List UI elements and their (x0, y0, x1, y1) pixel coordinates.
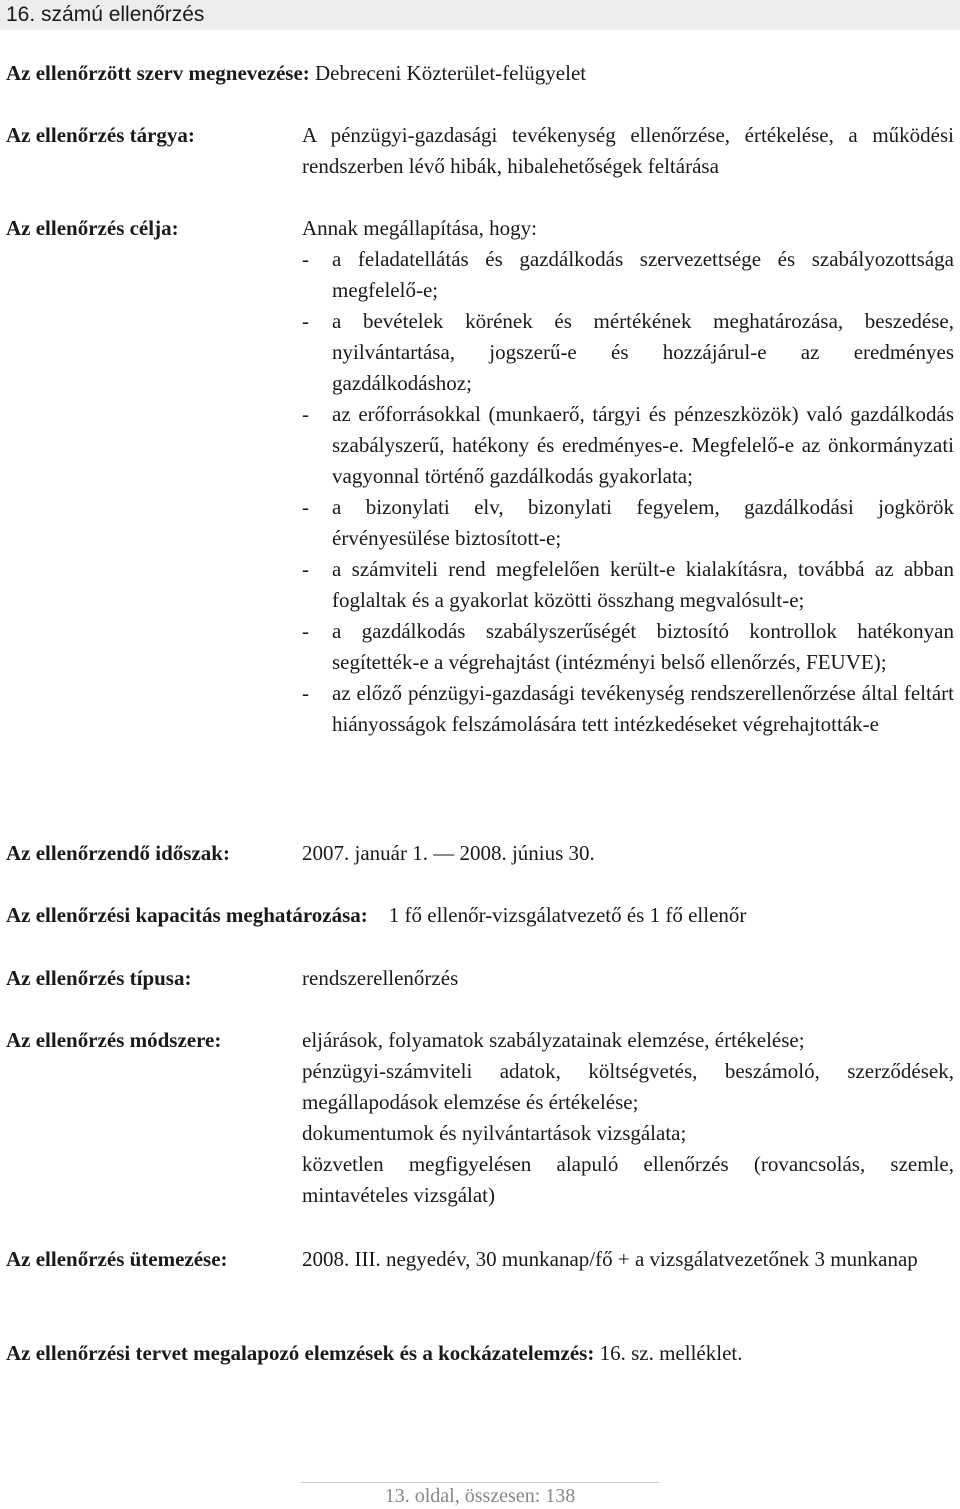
method-line: pénzügyi-számviteli adatok, költségvetés, beszámoló, szerződések, megállapodások elemzése és értékelése; (302, 1059, 954, 1114)
purpose-item: - az erőforrásokkal (munkaerő, tárgyi és pénzeszközök) való gazdálkodás szabályszerű, hatékony és eredményes-e. Megfelelő-e az önkormányzati vagyonnal történő gazdálkodás gyakorlata; (302, 402, 954, 488)
basis-label: Az ellenőrzési tervet megalapozó elemzések és a kockázatelemzés: 16. sz. melléklet. (6, 1341, 743, 1365)
footer-divider (300, 1482, 660, 1483)
schedule-value: 2008. III. negyedév, 30 munkanap/fő + a vizsgálatvezetőnek 3 munkanap (302, 1247, 918, 1271)
org-label: Az ellenőrzött szerv megnevezése: Debreceni Közterület-felügyelet (6, 61, 587, 85)
period-label: Az ellenőrzendő időszak: (6, 841, 230, 865)
purpose-value (302, 213, 954, 740)
method-line: eljárások, folyamatok szabályzatainak elemzése, értékelése; (302, 1028, 805, 1052)
type-label: Az ellenőrzés típusa: (6, 966, 192, 990)
purpose-item: - a számviteli rend megfelelően került-e kialakításra, továbbá az abban foglaltak és a gyakorlat közötti összhang megvalósult-e; (302, 557, 954, 612)
purpose-item: - a bevételek körének és mértékének meghatározása, beszedése, nyilvántartása, jogszerű-e és hozzájárul-e az eredményes gazdálkodáshoz; (302, 309, 954, 395)
purpose-item: - a bizonylati elv, bizonylati fegyelem, gazdálkodási jogkörök érvényesülése biztosított-e; (302, 495, 954, 550)
schedule-label: Az ellenőrzés ütemezése: (6, 1247, 228, 1271)
subject-label: Az ellenőrzés tárgya: (6, 123, 195, 147)
org-value: Debreceni Közterület-felügyelet (315, 61, 587, 85)
method-line: dokumentumok és nyilvántartások vizsgálata; (302, 1121, 687, 1145)
page-footer: 13. oldal, összesen: 138 (384, 1485, 576, 1507)
capacity-value: 1 fő ellenőr-vizsgálatvezető és 1 fő ellenőr (388, 903, 747, 927)
purpose-item: - az előző pénzügyi-gazdasági tevékenység rendszerellenőrzése által feltárt hiányosságok felszámolására tett intézkedéseket végrehajtották-e (302, 681, 954, 736)
method-line: közvetlen megfigyelésen alapuló ellenőrzés (rovancsolás, szemle, mintavételes vizsgálat) (302, 1152, 954, 1207)
purpose-intro: Annak megállapítása, hogy: (302, 216, 538, 240)
type-value: rendszerellenőrzés (302, 966, 459, 990)
method-value (302, 1025, 954, 1211)
purpose-item: - a feladatellátás és gazdálkodás szervezettsége és szabályozottsága megfelelő-e; (302, 247, 954, 302)
method-label: Az ellenőrzés módszere: (6, 1028, 222, 1052)
purpose-item: - a gazdálkodás szabályszerűségét biztosító kontrollok hatékonyan segítették-e a végrehajtást (intézményi belső ellenőrzés, FEUVE); (302, 619, 954, 674)
purpose-label: Az ellenőrzés célja: (6, 216, 179, 240)
period-value: 2007. január 1. — 2008. június 30. (302, 841, 595, 865)
section-heading: 16. számú ellenőrzés (0, 0, 960, 30)
subject-value: A pénzügyi-gazdasági tevékenység ellenőrzése, értékelése, a működési rendszerben lévő hibák, hibalehetőségek feltárása (302, 123, 954, 178)
basis-value: 16. sz. melléklet. (599, 1341, 743, 1365)
capacity-label: Az ellenőrzési kapacitás meghatározása: 1 fő ellenőr-vizsgálatvezető és 1 fő ellenőr (6, 903, 747, 927)
